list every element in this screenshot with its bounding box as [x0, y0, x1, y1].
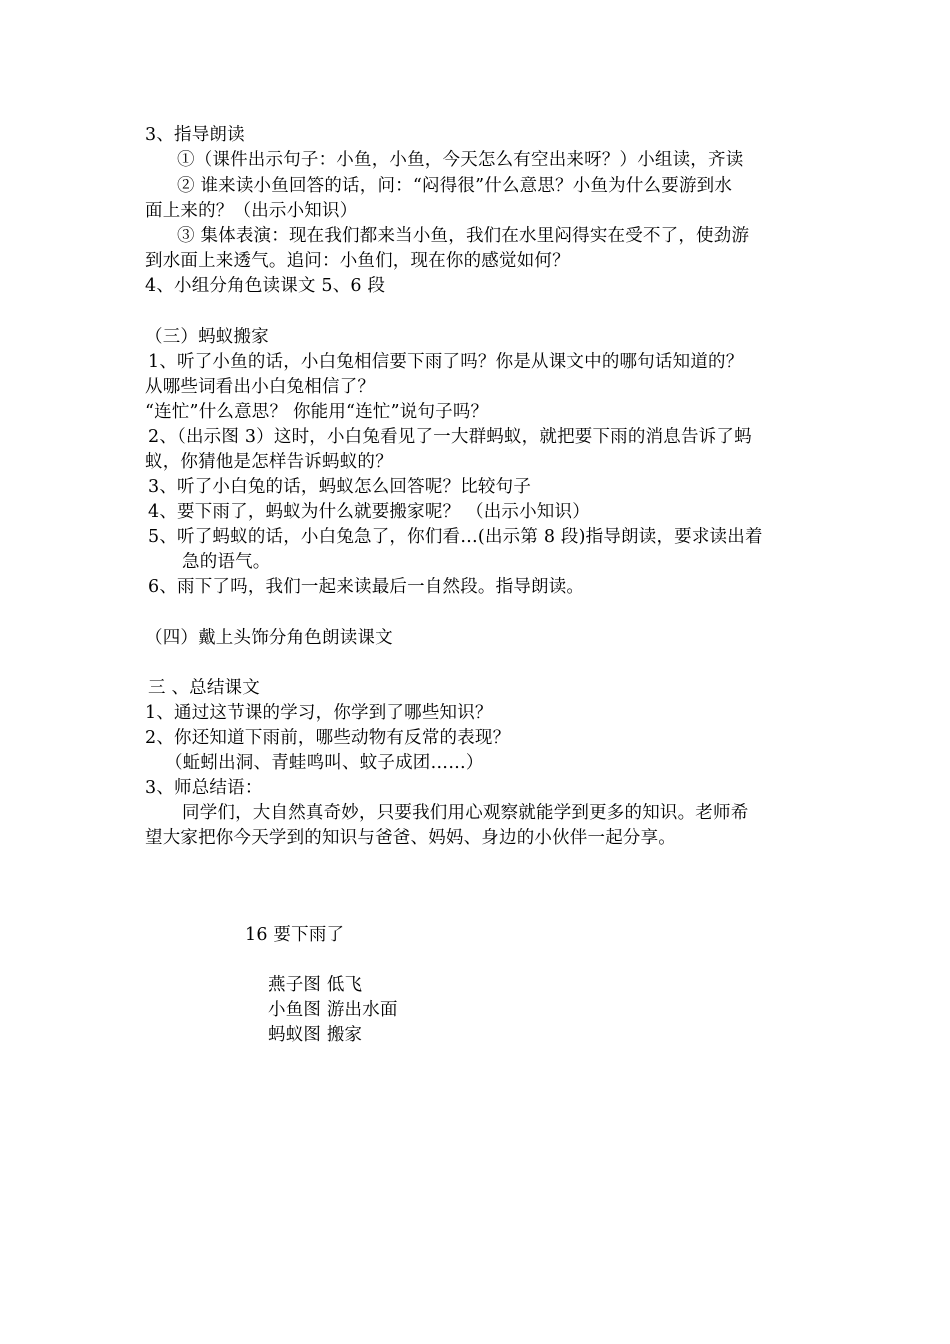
text-line: 面上来的？（出示小知识）: [145, 201, 358, 221]
text-line: 3、听了小白兔的话，蚂蚁怎么回答呢？比较句子: [148, 477, 532, 497]
blackboard-item: 小鱼图 游出水面: [268, 1000, 398, 1020]
text-line: 4、要下雨了，蚂蚁为什么就要搬家呢？ （出示小知识）: [148, 502, 590, 522]
text-line: 2、你还知道下雨前，哪些动物有反常的表现？: [145, 728, 511, 748]
text-line: 急的语气。: [182, 552, 271, 572]
text-line: ①（课件出示句子：小鱼，小鱼，今天怎么有空出来呀？）小组读，齐读: [177, 150, 744, 170]
section-heading: （三）蚂蚁搬家: [145, 327, 269, 347]
blackboard-item: 蚂蚁图 搬家: [268, 1025, 363, 1045]
text-line: 1、听了小鱼的话，小白兔相信要下雨了吗？你是从课文中的哪句话知道的？: [148, 352, 744, 372]
text-line: 4、小组分角色读课文 5、6 段: [145, 276, 386, 296]
section-heading: （四）戴上头饰分角色朗读课文: [145, 628, 393, 648]
blackboard-title: 16 要下雨了: [245, 925, 345, 945]
text-line: “连忙”什么意思？ 你能用“连忙”说句子吗？: [145, 402, 489, 422]
text-line: 到水面上来透气。追问：小鱼们，现在你的感觉如何？: [145, 251, 570, 271]
text-line: ③ 集体表演：现在我们都来当小鱼，我们在水里闷得实在受不了，使劲游: [177, 226, 750, 246]
text-line: 3、师总结语：: [145, 778, 263, 798]
text-line: 从哪些词看出小白兔相信了？: [145, 377, 376, 397]
text-line: 蚁，你猜他是怎样告诉蚂蚁的？: [145, 452, 393, 472]
text-line: 3、指导朗读: [145, 125, 245, 145]
text-line: 6、雨下了吗，我们一起来读最后一自然段。指导朗读。: [148, 577, 585, 597]
text-line: ② 谁来读小鱼回答的话，问：“闷得很”什么意思？小鱼为什么要游到水: [177, 176, 733, 196]
text-line: 1、通过这节课的学习，你学到了哪些知识？: [145, 703, 493, 723]
text-line: 2、（出示图 3）这时，小白兔看见了一大群蚂蚁，就把要下雨的消息告诉了蚂: [148, 427, 752, 447]
text-line: 同学们，大自然真奇妙，只要我们用心观察就能学到更多的知识。老师希: [182, 803, 749, 823]
text-line: 望大家把你今天学到的知识与爸爸、妈妈、身边的小伙伴一起分享。: [145, 828, 676, 848]
section-heading: 三 、总结课文: [148, 678, 260, 698]
blackboard-item: 燕子图 低飞: [268, 975, 363, 995]
text-line: 5、听了蚂蚁的话，小白兔急了，你们看…(出示第 8 段)指导朗读，要求读出着: [148, 527, 763, 547]
text-line: （蚯蚓出洞、青蛙鸣叫、蚊子成团……）: [165, 753, 484, 773]
